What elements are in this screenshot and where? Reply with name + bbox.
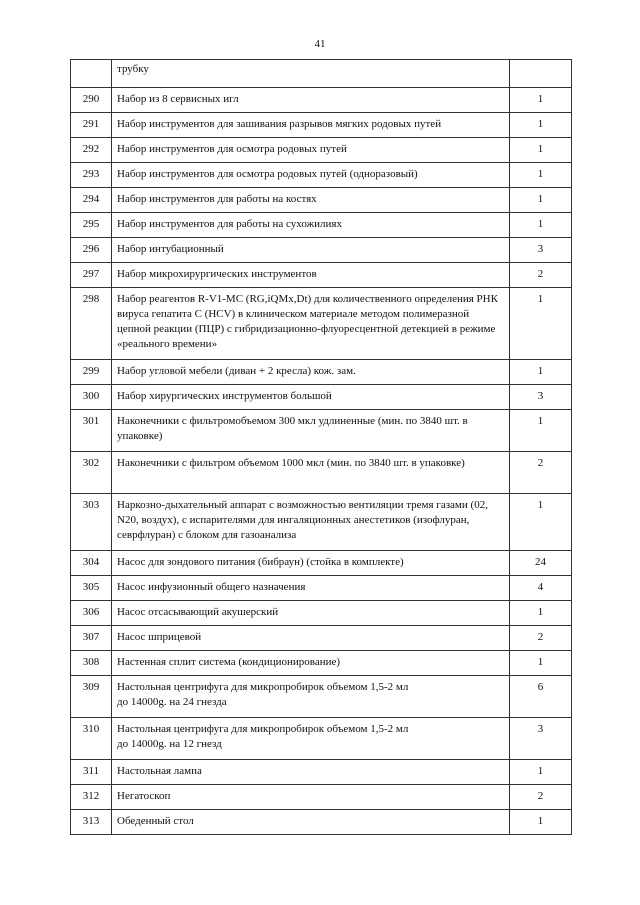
item-quantity: 3 bbox=[510, 238, 572, 263]
item-name: Наконечники с фильтромобъемом 300 мкл удлиненные (мин. по 3840 шт. в упаковке) bbox=[112, 410, 510, 452]
item-quantity: 1 bbox=[510, 188, 572, 213]
item-name: Наконечники с фильтром объемом 1000 мкл (мин. по 3840 шт. в упаковке) bbox=[112, 452, 510, 494]
item-quantity: 1 bbox=[510, 360, 572, 385]
item-quantity: 2 bbox=[510, 785, 572, 810]
item-name: Насос шприцевой bbox=[112, 626, 510, 651]
table-row bbox=[71, 760, 572, 785]
item-quantity: 1 bbox=[510, 163, 572, 188]
item-quantity: 1 bbox=[510, 138, 572, 163]
page-number: 41 bbox=[314, 38, 326, 50]
item-name: Набор инструментов для зашивания разрывов мягких родовых путей bbox=[112, 113, 510, 138]
row-number: 301 bbox=[71, 410, 112, 452]
item-quantity: 1 bbox=[510, 760, 572, 785]
continuation-row bbox=[71, 60, 572, 88]
item-quantity: 6 bbox=[510, 676, 572, 718]
table-row bbox=[71, 626, 572, 651]
table-row bbox=[71, 163, 572, 188]
equipment-table bbox=[70, 59, 572, 835]
table-row bbox=[71, 263, 572, 288]
table-row bbox=[71, 138, 572, 163]
row-number: 300 bbox=[71, 385, 112, 410]
table-row bbox=[71, 238, 572, 263]
table-row bbox=[71, 601, 572, 626]
row-number: 311 bbox=[71, 760, 112, 785]
table-row bbox=[71, 188, 572, 213]
row-number: 307 bbox=[71, 626, 112, 651]
row-number: 292 bbox=[71, 138, 112, 163]
item-name: Набор из 8 сервисных игл bbox=[112, 88, 510, 113]
item-quantity: 3 bbox=[510, 385, 572, 410]
item-name: Набор угловой мебели (диван + 2 кресла) кож. зам. bbox=[112, 360, 510, 385]
row-number: 308 bbox=[71, 651, 112, 676]
table-row bbox=[71, 676, 572, 718]
table-row bbox=[71, 810, 572, 835]
item-name: Негатоскоп bbox=[112, 785, 510, 810]
item-name: Набор реагентов R-V1-MC (RG,iQMx,Dt) для количественного определения РНК вируса гепатита С (HCV) в клиническом материале методом полимеразной цепной реакции (ПЦР) с гибридизационно-флуоресцентной детекцией в режиме «реального времени» bbox=[112, 288, 510, 360]
table-row bbox=[71, 410, 572, 452]
item-name: Набор инструментов для осмотра родовых путей bbox=[112, 138, 510, 163]
row-number: 303 bbox=[71, 494, 112, 551]
table-row bbox=[71, 288, 572, 360]
item-quantity: 4 bbox=[510, 576, 572, 601]
row-number: 306 bbox=[71, 601, 112, 626]
row-number: 302 bbox=[71, 452, 112, 494]
item-quantity: 1 bbox=[510, 494, 572, 551]
table-row bbox=[71, 113, 572, 138]
item-name: Настенная сплит система (кондиционирование) bbox=[112, 651, 510, 676]
item-name: Набор инструментов для работы на костях bbox=[112, 188, 510, 213]
table-row bbox=[71, 88, 572, 113]
row-number: 312 bbox=[71, 785, 112, 810]
item-quantity: 2 bbox=[510, 263, 572, 288]
item-name: Набор хирургических инструментов большой bbox=[112, 385, 510, 410]
table-row bbox=[71, 651, 572, 676]
row-number: 290 bbox=[71, 88, 112, 113]
row-number: 309 bbox=[71, 676, 112, 718]
item-name: Наркозно-дыхательный аппарат с возможностью вентиляции тремя газами (02, N20, воздух), с испарителями для ингаляционных анестетиков (изофлуран, севрфлуран) с блоком для газоанализа bbox=[112, 494, 510, 551]
item-quantity: 24 bbox=[510, 551, 572, 576]
item-name: Насос инфузионный общего назначения bbox=[112, 576, 510, 601]
item-quantity: 1 bbox=[510, 88, 572, 113]
item-name: Набор инструментов для работы на сухожилиях bbox=[112, 213, 510, 238]
row-number: 297 bbox=[71, 263, 112, 288]
row-number: 295 bbox=[71, 213, 112, 238]
item-name: Обеденный стол bbox=[112, 810, 510, 835]
item-name: Настольная центрифуга для микропробирок объемом 1,5-2 мл до 14000g. на 24 гнезда bbox=[112, 676, 510, 718]
row-number: 299 bbox=[71, 360, 112, 385]
item-name: Настольная центрифуга для микропробирок объемом 1,5-2 мл до 14000g. на 12 гнезд bbox=[112, 718, 510, 760]
row-number: 291 bbox=[71, 113, 112, 138]
row-number: 296 bbox=[71, 238, 112, 263]
item-quantity: 1 bbox=[510, 651, 572, 676]
row-number: 298 bbox=[71, 288, 112, 360]
row-number: 305 bbox=[71, 576, 112, 601]
item-quantity: 2 bbox=[510, 452, 572, 494]
item-quantity bbox=[510, 60, 572, 88]
table-row bbox=[71, 213, 572, 238]
row-number: 313 bbox=[71, 810, 112, 835]
table-row bbox=[71, 385, 572, 410]
table-row bbox=[71, 785, 572, 810]
row-number: 293 bbox=[71, 163, 112, 188]
item-quantity: 1 bbox=[510, 810, 572, 835]
item-name: трубку bbox=[112, 60, 510, 88]
item-quantity: 1 bbox=[510, 410, 572, 452]
item-quantity: 3 bbox=[510, 718, 572, 760]
item-quantity: 1 bbox=[510, 113, 572, 138]
row-number bbox=[71, 60, 112, 88]
item-quantity: 2 bbox=[510, 626, 572, 651]
item-quantity: 1 bbox=[510, 601, 572, 626]
table-row bbox=[71, 576, 572, 601]
table-row bbox=[71, 360, 572, 385]
item-name: Набор инструментов для осмотра родовых путей (одноразовый) bbox=[112, 163, 510, 188]
item-name: Набор интубационный bbox=[112, 238, 510, 263]
item-quantity: 1 bbox=[510, 288, 572, 360]
table-row bbox=[71, 551, 572, 576]
table-row bbox=[71, 452, 572, 494]
item-name: Насос для зондового питания (бибраун) (стойка в комплекте) bbox=[112, 551, 510, 576]
table-row bbox=[71, 494, 572, 551]
item-quantity: 1 bbox=[510, 213, 572, 238]
row-number: 294 bbox=[71, 188, 112, 213]
row-number: 304 bbox=[71, 551, 112, 576]
table-row bbox=[71, 718, 572, 760]
item-name: Настольная лампа bbox=[112, 760, 510, 785]
row-number: 310 bbox=[71, 718, 112, 760]
item-name: Набор микрохирургических инструментов bbox=[112, 263, 510, 288]
item-name: Насос отсасывающий акушерский bbox=[112, 601, 510, 626]
